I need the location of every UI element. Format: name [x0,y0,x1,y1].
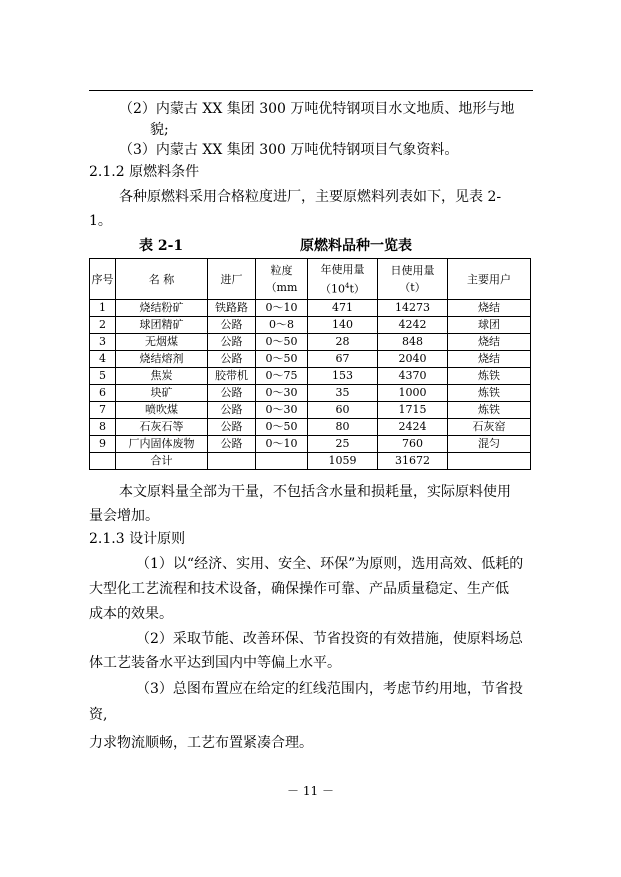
header-size: 粒度 （mm [256,259,308,300]
cell-transport: 公路 [208,385,256,402]
cell-size: 0～75 [256,368,308,385]
list-item-2-line1: （2）内蒙古 XX 集团 300 万吨优特钢项目水文地质、地形与地 [119,101,515,117]
section-2-1-2-text-line2: 1。 [89,213,112,229]
section-2-1-2-text-line1: 各种原燃料采用合格粒度进厂，主要原燃料列表如下，见表 2- [119,189,502,205]
cell-transport: 胶带机 [208,368,256,385]
cell-user: 石灰窑 [448,419,531,436]
cell-annual: 60 [308,402,378,419]
page-number: － 11 － [287,784,334,798]
cell-size: 0～8 [256,317,308,334]
header-transport: 进厂 [208,259,256,300]
cell-user: 炼铁 [448,368,531,385]
cell-annual: 28 [308,334,378,351]
cell-empty [208,453,256,470]
table-row [90,402,531,419]
cell-name: 球团精矿 [116,317,208,334]
cell-no: 5 [90,368,116,385]
cell-no: 3 [90,334,116,351]
section-heading-2-1-2: 2.1.2 原燃料条件 [89,164,200,180]
principle-1-line1: （1）以“经济、实用、安全、环保”为原则，选用高效、低耗的 [136,556,524,572]
table-caption-number: 表 2-1 [139,238,184,254]
cell-daily: 1715 [378,402,448,419]
cell-daily: 848 [378,334,448,351]
total-annual: 1059 [308,453,378,470]
cell-user: 球团 [448,317,531,334]
cell-no: 9 [90,436,116,453]
list-item-3: （3）内蒙古 XX 集团 300 万吨优特钢项目气象资料。 [119,142,459,158]
header-annual: 年使用量 $(10^4t)$ [308,259,378,300]
cell-size: 0～30 [256,402,308,419]
principle-3-line2: 资, [89,707,108,723]
header-name: 名 称 [116,259,208,300]
cell-user: 烧结 [448,351,531,368]
header-rule [89,90,533,91]
cell-empty [90,453,116,470]
principle-2-line1: （2）采取节能、改善环保、节省投资的有效措施，使原料场总 [136,631,523,647]
note-line1: 本文原料量全部为干量，不包括含水量和损耗量，实际原料使用 [119,484,511,500]
cell-name: 块矿 [116,385,208,402]
header-user: 主要用户 [448,259,531,300]
cell-no: 2 [90,317,116,334]
principle-1-line3: 成本的效果。 [89,606,173,622]
cell-name: 厂内固体废物 [116,436,208,453]
table-row [90,368,531,385]
cell-no: 6 [90,385,116,402]
cell-annual: 471 [308,300,378,317]
cell-daily: 2424 [378,419,448,436]
cell-no: 8 [90,419,116,436]
cell-name: 喷吹煤 [116,402,208,419]
table-row [90,334,531,351]
cell-transport: 公路 [208,334,256,351]
cell-no: 1 [90,300,116,317]
cell-user: 混匀 [448,436,531,453]
cell-daily: 4370 [378,368,448,385]
cell-size: 0～10 [256,436,308,453]
cell-annual: 80 [308,419,378,436]
section-heading-2-1-3: 2.1.3 设计原则 [89,531,186,547]
cell-annual: 67 [308,351,378,368]
table-row [90,385,531,402]
cell-transport: 公路 [208,317,256,334]
cell-annual: 140 [308,317,378,334]
table-row [90,317,531,334]
cell-size: 0～50 [256,334,308,351]
list-item-2-line2: 貌; [150,122,169,138]
table-header-row [90,259,531,300]
cell-size: 0～30 [256,385,308,402]
principle-1-line2: 大型化工艺流程和技术设备，确保操作可靠、产品质量稳定、生产低 [89,581,509,597]
header-daily: 日使用量 （t） [378,259,448,300]
cell-daily: 14273 [378,300,448,317]
materials-table [89,258,531,470]
cell-name: 烧结粉矿 [116,300,208,317]
cell-transport: 铁路路 [208,300,256,317]
principle-2-line2: 体工艺装备水平达到国内中等偏上水平。 [89,655,341,671]
principle-3-line1: （3）总图布置应在给定的红线范围内，考虑节约用地，节省投 [136,681,523,697]
cell-daily: 4242 [378,317,448,334]
table-row [90,419,531,436]
cell-size: 0～50 [256,351,308,368]
cell-annual: 35 [308,385,378,402]
cell-size: 0～50 [256,419,308,436]
header-no: 序号 [90,259,116,300]
table-row [90,300,531,317]
cell-daily: 1000 [378,385,448,402]
table-caption-title: 原燃料品种一览表 [300,238,412,254]
cell-user: 烧结 [448,300,531,317]
cell-user: 炼铁 [448,402,531,419]
cell-transport: 公路 [208,436,256,453]
cell-annual: 153 [308,368,378,385]
cell-daily: 2040 [378,351,448,368]
cell-no: 4 [90,351,116,368]
table-row [90,351,531,368]
cell-no: 7 [90,402,116,419]
cell-annual: 25 [308,436,378,453]
cell-transport: 公路 [208,419,256,436]
cell-transport: 公路 [208,402,256,419]
total-label: 合计 [116,453,208,470]
cell-size: 0～10 [256,300,308,317]
table-row [90,436,531,453]
cell-name: 烧结熔剂 [116,351,208,368]
cell-transport: 公路 [208,351,256,368]
cell-name: 焦炭 [116,368,208,385]
cell-user: 炼铁 [448,385,531,402]
cell-name: 无烟煤 [116,334,208,351]
note-line2: 量会增加。 [89,508,159,524]
total-daily: 31672 [378,453,448,470]
table-total-row [90,453,531,470]
cell-empty [256,453,308,470]
cell-user: 烧结 [448,334,531,351]
cell-empty [448,453,531,470]
cell-name: 石灰石等 [116,419,208,436]
principle-4-line1: 力求物流顺畅，工艺布置紧凑合理。 [89,735,313,751]
cell-daily: 760 [378,436,448,453]
